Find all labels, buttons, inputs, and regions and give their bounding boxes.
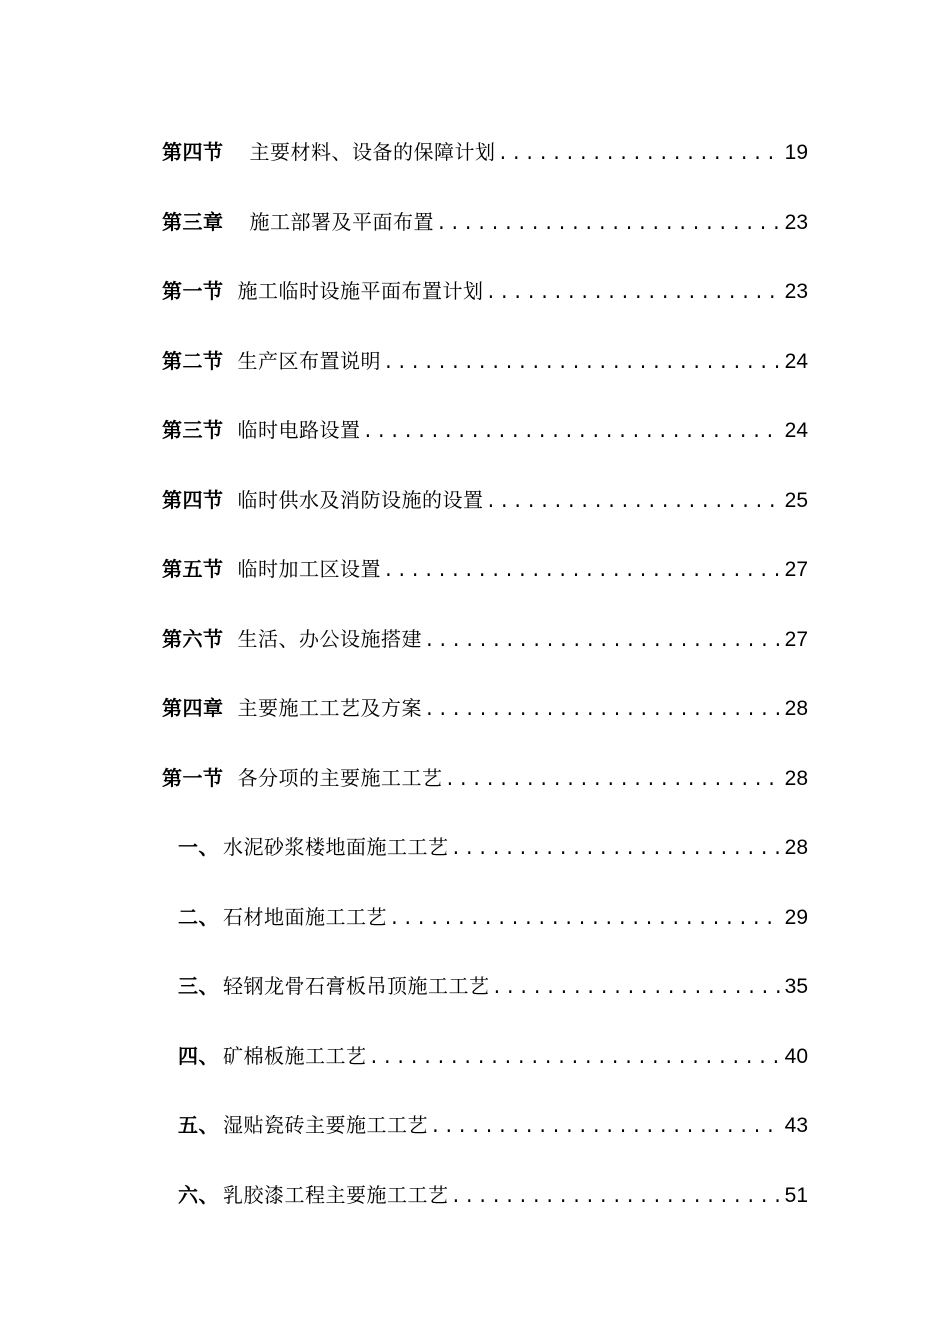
table-of-contents [162, 130, 808, 1242]
toc-page-number: 23 [784, 280, 808, 303]
toc-entry-number: 第六节 [162, 626, 224, 651]
toc-entry-number: 六、 [178, 1182, 219, 1207]
toc-entry-label [162, 200, 434, 244]
toc-entry-label [162, 408, 361, 452]
toc-entry-title: 临时供水及消防设施的设置 [237, 487, 484, 512]
toc-dot-leader [369, 1037, 781, 1081]
toc-entry-title: 矿棉板施工工艺 [223, 1043, 367, 1068]
toc-entry-title: 水泥砂浆楼地面施工工艺 [223, 835, 449, 859]
toc-entry[interactable] [162, 200, 808, 270]
toc-dot-leader [451, 1176, 781, 1220]
toc-page-number: 25 [784, 488, 808, 512]
toc-entry-label [162, 756, 443, 800]
toc-dot-leader [492, 967, 781, 1011]
toc-entry-number: 一、 [178, 835, 219, 859]
toc-page-number: 23 [784, 210, 808, 234]
toc-entry[interactable] [162, 1103, 808, 1173]
toc-entry[interactable] [162, 1173, 808, 1243]
toc-page-number: 43 [784, 1114, 808, 1137]
toc-entry-title: 生活、办公设施搭建 [237, 626, 422, 651]
toc-dot-leader [430, 1106, 781, 1150]
toc-entry-label [178, 1173, 449, 1217]
toc-entry[interactable] [162, 686, 808, 756]
toc-entry[interactable] [162, 825, 808, 895]
toc-entry[interactable] [162, 408, 808, 478]
toc-entry-label [162, 547, 381, 591]
toc-entry-number: 二、 [178, 904, 219, 929]
toc-entry-title: 施工临时设施平面布置计划 [237, 279, 484, 303]
toc-entry-label [162, 339, 381, 383]
toc-entry[interactable] [162, 895, 808, 965]
toc-page-number: 24 [784, 419, 808, 442]
toc-entry-title: 主要材料、设备的保障计划 [249, 140, 496, 164]
toc-entry-title: 施工部署及平面布置 [249, 209, 434, 234]
toc-entry-title: 临时加工区设置 [237, 557, 381, 581]
toc-entry[interactable] [162, 547, 808, 617]
toc-entry-number: 第三节 [162, 418, 224, 442]
toc-page-number: 28 [784, 697, 808, 720]
toc-entry-number: 第四节 [162, 487, 224, 512]
toc-dot-leader [363, 411, 781, 455]
toc-entry-number: 第五节 [162, 557, 224, 581]
toc-entry-number: 三、 [178, 974, 219, 998]
toc-dot-leader [424, 689, 781, 733]
toc-dot-leader [383, 342, 781, 386]
toc-dot-leader [383, 550, 781, 594]
toc-entry-label [178, 1034, 367, 1078]
toc-entry[interactable] [162, 756, 808, 826]
toc-entry-title: 石材地面施工工艺 [223, 904, 387, 929]
toc-entry-title: 乳胶漆工程主要施工工艺 [223, 1182, 449, 1207]
toc-entry-title: 临时电路设置 [237, 418, 361, 442]
toc-page-number: 27 [784, 558, 808, 581]
toc-entry-label [178, 825, 449, 869]
toc-dot-leader [424, 620, 781, 664]
toc-page-number: 40 [784, 1044, 808, 1068]
toc-page-number: 35 [784, 975, 808, 998]
toc-entry[interactable] [162, 269, 808, 339]
toc-page-number: 51 [784, 1183, 808, 1207]
toc-entry[interactable] [162, 964, 808, 1034]
toc-entry[interactable] [162, 130, 808, 200]
toc-dot-leader [389, 898, 781, 942]
toc-dot-leader [436, 203, 781, 247]
toc-entry-number: 第三章 [162, 209, 224, 234]
toc-entry-number: 第一节 [162, 765, 224, 790]
toc-entry-label [162, 686, 422, 730]
toc-entry[interactable] [162, 1034, 808, 1104]
toc-dot-leader [451, 828, 781, 872]
toc-entry-label [162, 478, 484, 522]
toc-entry-title: 湿贴瓷砖主要施工工艺 [223, 1113, 428, 1137]
toc-dot-leader [498, 133, 781, 177]
toc-dot-leader [445, 759, 781, 803]
toc-dot-leader [486, 481, 781, 525]
toc-entry-label [162, 130, 496, 174]
toc-entry-number: 第二节 [162, 348, 224, 373]
toc-entry-number: 五、 [178, 1113, 219, 1137]
toc-entry-label [178, 964, 490, 1008]
toc-entry-number: 四、 [178, 1043, 219, 1068]
toc-page-number: 19 [784, 141, 808, 164]
toc-entry-title: 主要施工工艺及方案 [237, 696, 422, 720]
toc-page-number: 28 [784, 836, 808, 859]
toc-entry-label [162, 617, 422, 661]
toc-dot-leader [486, 272, 781, 316]
toc-page-number: 24 [784, 349, 808, 373]
toc-entry-label [178, 1103, 428, 1147]
toc-page-number: 27 [784, 627, 808, 651]
toc-entry-label [162, 269, 484, 313]
toc-entry-title: 轻钢龙骨石膏板吊顶施工工艺 [223, 974, 490, 998]
toc-entry[interactable] [162, 478, 808, 548]
toc-entry[interactable] [162, 617, 808, 687]
toc-entry-number: 第一节 [162, 279, 224, 303]
toc-page-number: 29 [784, 905, 808, 929]
toc-entry[interactable] [162, 339, 808, 409]
toc-entry-label [178, 895, 387, 939]
toc-page-number: 28 [784, 766, 808, 790]
toc-entry-title: 各分项的主要施工工艺 [237, 765, 443, 790]
toc-entry-title: 生产区布置说明 [237, 348, 381, 373]
toc-entry-number: 第四章 [162, 696, 224, 720]
toc-entry-number: 第四节 [162, 140, 224, 164]
